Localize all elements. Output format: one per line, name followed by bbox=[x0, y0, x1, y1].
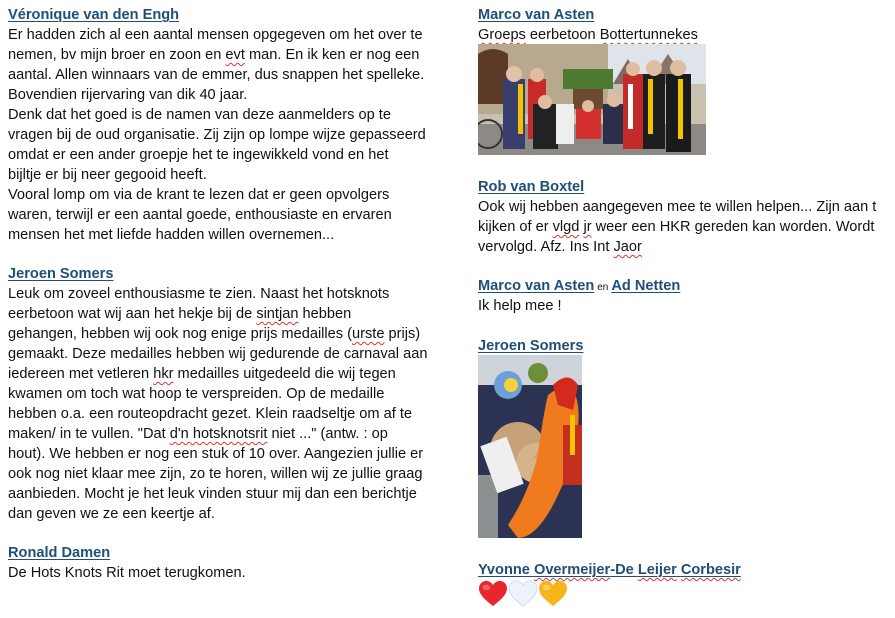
commenter-names bbox=[478, 276, 680, 296]
text-fragment: nemen, bv mijn broer en zoon en evt man. En ik ken er nog een bbox=[8, 47, 420, 63]
commenter-name-link[interactable]: Marco van Asten bbox=[478, 7, 595, 23]
comment-line: bijltje er bij neer gegooid heeft. bbox=[8, 167, 207, 183]
spellcheck-word: urste bbox=[352, 326, 385, 342]
comment-line: omdat er een ander groepje het te ingewikkeld vond en het bbox=[8, 147, 389, 163]
heart-emoji-row bbox=[478, 580, 568, 608]
commenter-name-link[interactable]: Jeroen Somers bbox=[478, 338, 584, 354]
medal-photo[interactable] bbox=[478, 355, 582, 538]
comment-line: Vooral lomp om via de krant te lezen dat er geen opvolgers bbox=[8, 187, 390, 203]
white-heart-icon bbox=[508, 580, 538, 608]
group-photo-image bbox=[478, 44, 706, 155]
comment-line: dan geven we ze een keertje af. bbox=[8, 506, 215, 522]
commenter-name-link-marco[interactable]: Marco van Asten bbox=[478, 278, 595, 294]
comment-line: gemaakt. Deze medailles hebben wij gedurende de carnaval aan bbox=[8, 346, 428, 362]
spellcheck-word: hkr bbox=[153, 366, 174, 382]
spellcheck-word: Leijer bbox=[637, 562, 677, 578]
comment-line: eerbetoon wat wij aan het hekje bij de sintjan hebben bbox=[8, 306, 352, 322]
comment-veronique bbox=[8, 5, 426, 245]
spellcheck-word: d'n hotsknotsrit bbox=[169, 426, 268, 442]
comment-line: aanbieden. Mocht je het leuk vinden stuur mij dan een berichtje bbox=[8, 486, 417, 502]
spellcheck-word: sintjan bbox=[256, 306, 299, 322]
comment-marco-van-asten bbox=[478, 5, 698, 45]
commenter-name-link[interactable]: Véronique van den Engh bbox=[8, 7, 180, 23]
comment-line: kijken of er vlgd jr weer een HKR gereden kan worden. Wordt bbox=[478, 219, 875, 235]
comment-yvonne bbox=[478, 560, 741, 580]
comment-line bbox=[8, 45, 426, 65]
commenter-name-link[interactable]: Jeroen Somers bbox=[8, 266, 114, 282]
spellcheck-word: vlgd bbox=[552, 219, 580, 235]
comment-ronald-damen bbox=[8, 543, 246, 583]
spellcheck-word: jr bbox=[583, 219, 592, 235]
comment-line: hebben o.a. een routeopdracht gezet. Klein raadseltje om af te bbox=[8, 406, 413, 422]
spellcheck-word: Groeps bbox=[478, 27, 526, 43]
commenter-name-link[interactable]: Ronald Damen bbox=[8, 545, 111, 561]
spellcheck-word: Bottertunnekes bbox=[599, 27, 698, 43]
group-photo[interactable] bbox=[478, 44, 706, 155]
comment-line: mensen het met liefde hadden willen overnemen... bbox=[8, 227, 335, 243]
comment-line: Ook wij hebben aangegeven mee te willen helpen... Zijn aan t bbox=[478, 199, 877, 215]
comment-rob-van-boxtel bbox=[478, 177, 876, 257]
comment-line: gehangen, hebben wij ook nog enige prijs medailles (urste prijs) bbox=[8, 326, 421, 342]
comment-line: vervolgd. Afz. Ins Int Jaor bbox=[478, 239, 642, 255]
comment-jeroen-somers-photo bbox=[478, 336, 583, 356]
spellcheck-word: Overmeijer bbox=[533, 562, 611, 578]
comment-line: iedereen met vetleren hkr medailles uitgedeeld die wij tegen bbox=[8, 366, 396, 382]
comment-jeroen-somers bbox=[8, 264, 427, 524]
yellow-heart-icon bbox=[538, 580, 568, 608]
comment-line: aantal. Allen winnaars van de emmer, dus snappen het spelleke. bbox=[8, 67, 425, 83]
comment-line: Denk dat het goed is de namen van deze aanmelders op te bbox=[8, 107, 391, 123]
comment-line: Ik help mee ! bbox=[478, 298, 562, 314]
comment-line: ook nog niet klaar mee zijn, zo te horen, willen wij ze jullie graag bbox=[8, 466, 423, 482]
comment-marco-and-ad bbox=[478, 276, 680, 316]
comment-line: waren, terwijl er een aantal goede, enthousiaste en ervaren bbox=[8, 207, 392, 223]
comment-line: Er hadden zich al een aantal mensen opgegeven om het over te bbox=[8, 27, 423, 43]
comment-line: De Hots Knots Rit moet terugkomen. bbox=[8, 565, 246, 581]
comment-line: Groeps eerbetoon Bottertunnekes bbox=[478, 27, 698, 43]
comment-line: vragen bij de oud organisatie. Zij zijn op lompe wijze gepasseerd bbox=[8, 127, 426, 143]
comment-line: maken/ in te vullen. "Dat d'n hotsknotsrit niet ..." (antw. : op bbox=[8, 426, 388, 442]
commenter-name-link[interactable]: Yvonne Overmeijer-De Leijer Corbesir bbox=[478, 562, 741, 578]
joiner-text: en bbox=[597, 282, 609, 293]
medal-photo-image bbox=[478, 355, 582, 538]
red-heart-icon bbox=[478, 580, 508, 608]
spellcheck-word: evt bbox=[225, 47, 245, 63]
comment-line: kwamen om toch wat hoop te verspreiden. Op de medaille bbox=[8, 386, 385, 402]
spellcheck-word: Corbesir bbox=[680, 562, 741, 578]
commenter-name-link[interactable]: Rob van Boxtel bbox=[478, 179, 585, 195]
spellcheck-word: Jaor bbox=[613, 239, 642, 255]
comment-line: Leuk om zoveel enthousiasme te zien. Naast het hotsknots bbox=[8, 286, 390, 302]
comment-line: hout). We hebben er nog een stuk of 10 over. Aangezien jullie er bbox=[8, 446, 424, 462]
commenter-name-link-ad[interactable]: Ad Netten bbox=[611, 278, 681, 294]
comment-line: Bovendien rijervaring van dik 40 jaar. bbox=[8, 87, 248, 103]
